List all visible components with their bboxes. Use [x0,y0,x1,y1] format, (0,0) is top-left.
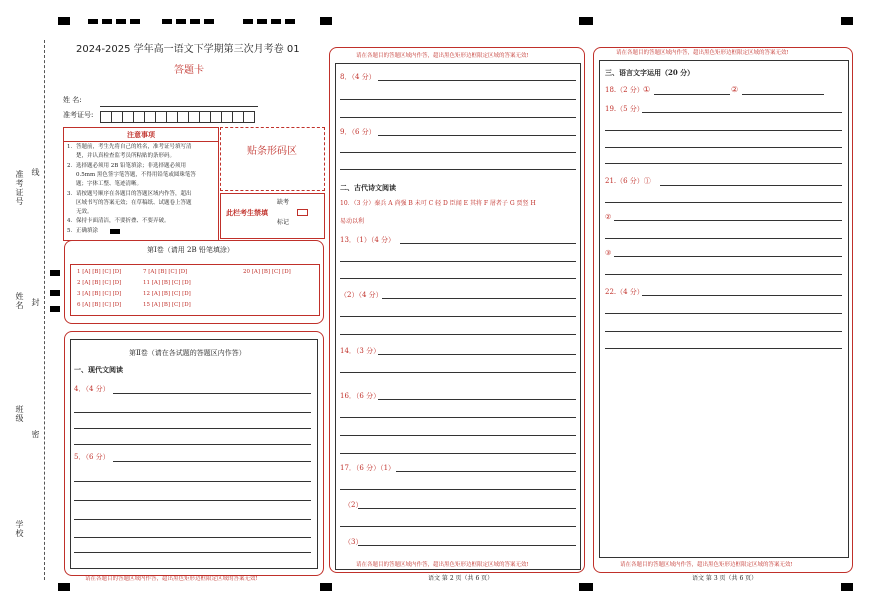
q18-label: 18.（2 分） [605,86,644,94]
q18-blank1-label: ① [643,85,651,94]
answer-line[interactable] [74,481,311,482]
q18-blank2-label: ② [731,85,739,94]
registration-mark [162,19,218,24]
answer-line[interactable] [605,331,842,332]
notice-title: 注意事项 [64,131,218,142]
answer-line[interactable] [340,417,576,418]
registration-mark [320,583,332,591]
name-label: 姓 名: [63,96,82,104]
page3-box [593,47,853,573]
answer-line[interactable] [74,552,311,553]
answer-line[interactable] [340,316,576,317]
answer-line[interactable] [340,152,576,153]
answer-line[interactable] [340,169,576,170]
side-label-school: 学校 [15,520,24,538]
registration-mark [58,17,70,25]
registration-mark [320,17,332,25]
notice-item: 无效。 [76,209,93,215]
answer-line[interactable] [340,334,576,335]
answer-line[interactable] [358,545,576,546]
q21c-label: ③ [605,249,612,257]
answer-line[interactable] [614,256,842,257]
q17-label: 17．（6 分）（1） [340,464,396,472]
choice-row[interactable]: 1 [A] [B] [C] [D] [77,269,122,275]
q8-label: 8．（4 分） [340,73,376,81]
registration-mark [243,19,299,24]
answer-line[interactable] [340,99,576,100]
answer-line[interactable] [340,453,576,454]
registration-mark [88,19,140,24]
section2-box [64,331,324,582]
answer-line[interactable] [340,261,576,262]
answer-line[interactable] [340,489,576,490]
answer-line[interactable] [400,243,576,244]
page3-top-warning: 请在各题目的答题区域内作答，超出黑色矩形边框限定区域的答案无效! [616,50,789,56]
notice-item: 4．保持卡面清洁，不要折叠、不要弄破。 [67,218,170,224]
part1-title: 一、现代文阅读 [74,365,123,374]
binding-line [44,40,45,580]
answer-line[interactable] [605,147,842,148]
page3-footer: 语文 第 3 页（共 6 页） [692,575,758,582]
choice-row[interactable]: 11 [A] [B] [C] [D] [143,280,191,286]
q22-label: 22.（4 分） [605,288,644,296]
choice-row[interactable]: 6 [A] [B] [C] [D] [77,302,122,308]
q19-label: 19.（5 分） [605,105,644,113]
choice-row[interactable]: 15 [A] [B] [C] [D] [143,302,191,308]
absent-label: 缺考 [277,199,290,206]
notice-item: 题；字体工整、笔迹清晰。 [76,181,143,187]
notice-item: 5．正确填涂 [67,228,98,234]
part3-title: 三、语言文字运用（20 分） [605,68,695,77]
answer-line[interactable] [614,220,842,221]
page3-inner [599,60,849,558]
answer-line[interactable] [340,372,576,373]
answer-line[interactable] [642,112,842,113]
section2-title: 第Ⅱ卷（请在各试题的答题区内作答） [129,349,246,357]
notice-box [63,127,219,241]
answer-line[interactable] [340,278,576,279]
registration-mark [50,270,60,276]
answer-line[interactable] [113,461,311,462]
q9-label: 9．（6 分） [340,128,376,136]
registration-mark [50,306,60,312]
registration-mark [50,290,60,296]
choice-row[interactable]: 3 [A] [B] [C] [D] [77,291,122,297]
choice-row[interactable]: 12 [A] [B] [C] [D] [143,291,191,297]
answer-line[interactable] [605,274,842,275]
answer-line[interactable] [74,412,311,413]
answer-line[interactable] [605,130,842,131]
answer-line[interactable] [74,500,311,501]
answer-line[interactable] [396,471,576,472]
missing-exam-label: 此栏考生禁填 [226,208,268,217]
notice-item: 0.5mm 黑色签字笔答题，不得用铅笔或圆珠笔答 [76,172,196,178]
exam-no-label: 准考证号: [63,111,94,119]
q13-label: 13．（1）（4 分） [340,236,396,244]
answer-line[interactable] [74,519,311,520]
notice-item: 2．选择题必须用 2B 铅笔填涂；非选择题必须用 [67,163,187,169]
registration-mark [579,17,593,25]
q16-label: 16．（6 分） [340,392,381,400]
page2-bottom-warning: 请在各题目的答题区域内作答，超出黑色矩形边框限定区域的答案无效! [356,562,529,568]
page2-footer: 语文 第 2 页（共 6 页） [428,575,494,582]
side-label-exam-no: 准考证号 [15,170,24,206]
q4-label: 4．（4 分） [74,385,110,393]
exam-no-input[interactable] [100,108,254,127]
page1-warning: 请在各题目的答题区域内作答，超出黑色矩形边框限定区域的答案无效! [85,576,258,582]
answer-line[interactable] [378,399,576,400]
page2-box [329,47,585,573]
page-title: 2024-2025 学年高一语文下学期第三次月考卷 01 [76,44,300,55]
name-input[interactable] [100,106,258,107]
answer-line[interactable] [605,313,842,314]
q17c-label: （3） [344,538,363,546]
filled-bubble-sample [110,229,120,234]
answer-line[interactable] [340,117,576,118]
answer-line[interactable] [378,135,576,136]
part2-title: 二、古代诗文阅读 [340,183,396,192]
side-label-class: 班级 [15,405,24,423]
mark-label: 标记 [277,219,290,226]
notice-item: 1．答题前，考生先将自己的姓名，准考证号填写清 [67,144,192,150]
answer-line[interactable] [642,295,842,296]
answer-sheet-title: 答题卡 [174,65,204,76]
missing-exam-box [220,193,325,239]
answer-line[interactable] [340,526,576,527]
answer-line[interactable] [378,354,576,355]
answer-line[interactable] [378,80,576,81]
answer-line[interactable] [113,393,311,394]
q17b-label: （2） [344,501,363,509]
q13b-label: （2）（4 分） [340,291,383,299]
answer-line[interactable] [340,435,576,436]
answer-line[interactable] [605,202,842,203]
notice-item: 区域书写的答案无效；在草稿纸、试题卷上答题 [76,200,192,206]
answer-line[interactable] [660,185,842,186]
q10-label-cont: 易动以利 [340,218,365,225]
side-label-name: 姓名 [15,292,24,310]
section1-title: 第Ⅰ卷（请用 2B 铅笔填涂） [147,246,234,254]
barcode-area [220,127,325,191]
q14-label: 14．（3 分） [340,347,381,355]
page3-bottom-warning: 请在各题目的答题区域内作答，超出黑色矩形边框限定区域的答案无效! [620,562,793,568]
notice-item: 楚，并认真检查监考员所粘贴的条形码。 [76,153,176,159]
side-label-seal: 封 [31,298,40,307]
answer-line[interactable] [74,537,311,538]
registration-mark [58,583,70,591]
answer-line[interactable] [605,348,842,349]
choice-row[interactable]: 7 [A] [B] [C] [D] [143,269,188,275]
answer-line[interactable] [605,163,842,164]
q5-label: 5．（6 分） [74,453,110,461]
q10-label: 10．（3 分）秦兵 A 尚强 B 未可 C 轻 D 臣闻 E 其将 F 屠者子 G 贾竖 H [340,200,536,207]
answer-line[interactable] [382,298,576,299]
answer-line[interactable] [74,428,311,429]
side-label-dense: 密 [31,430,40,439]
q21b-label: ② [605,213,612,221]
notice-item: 3．请按题号顺序在各题目的答题区域内作答，超出 [67,191,192,197]
side-label-line: 线 [31,168,40,177]
registration-mark [841,583,853,591]
answer-line[interactable] [74,444,311,445]
page2-top-warning: 请在各题目的答题区域内作答，超出黑色矩形边框限定区域的答案无效! [356,53,529,59]
answer-line[interactable] [654,94,730,95]
registration-mark [841,17,853,25]
registration-mark [579,583,593,591]
absent-checkbox[interactable] [297,209,308,216]
section1-box [64,240,324,324]
q21-label: 21.（6 分）① [605,177,651,185]
barcode-label: 贴条形码区 [247,146,297,157]
answer-line[interactable] [742,94,824,95]
choice-row[interactable]: 20 [A] [B] [C] [D] [243,269,291,275]
answer-line[interactable] [605,238,842,239]
choice-row[interactable]: 2 [A] [B] [C] [D] [77,280,122,286]
answer-line[interactable] [358,508,576,509]
